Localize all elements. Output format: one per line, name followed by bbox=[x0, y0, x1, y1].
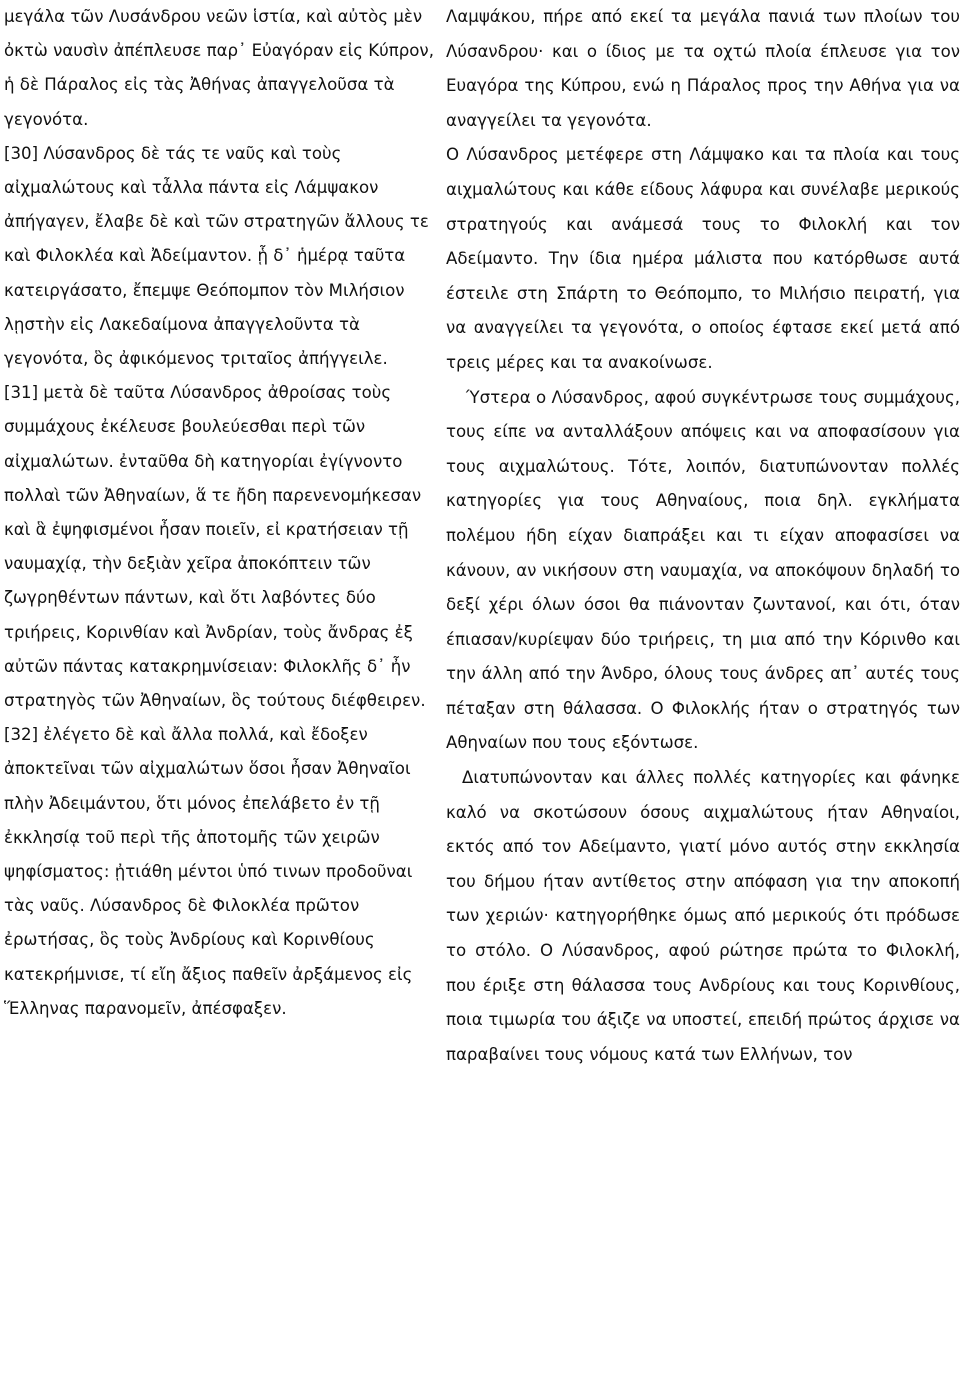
greek-text-paragraph-32: [32] ἐλέγετο δὲ καὶ ἄλλα πολλά, καὶ ἔδοξεν ἀποκτεῖναι τῶν αἰχμαλώτων ὅσοι ἦσαν Ἀθηναῖοι πλὴν Ἀδειμάντου, ὅτι μόνος ἐπελάβετο ἐν τῇ ἐκκλησίᾳ τοῦ περὶ τῆς ἀποτομῆς τῶν χειρῶν ψηφίσματος: ᾐτιάθη μέντοι ὑπό τινων προδοῦναι τὰς ναῦς. Λύσανδρος δὲ Φιλοκλέα πρῶτον ἐρωτήσας, ὃς τοὺς Ἀνδρίους καὶ Κορινθίους κατεκρήμνισε, τί εἴη ἄξιος παθεῖν ἀρξάμενος εἰς Ἕλληνας παρανομεῖν, ἀπέσφαξεν. bbox=[4, 725, 413, 1018]
translation-paragraph: Ύστερα ο Λύσανδρος, αφού συγκέντρωσε τους συμμάχους, τους είπε να ανταλλάξουν απόψεις και να αποφασίσουν για τους αιχμαλώτους. Τότε, λοιπόν, διατυπώνονταν πολλές κατηγορίες για τους Αθηναίους, ποια δηλ. εγκλήματα πολέμου ήδη είχαν διαπράξει και τι είχαν αποφασίσει να κάνουν, αν νικήσουν στη ναυμαχία, να αποκόψουν δηλαδή το δεξί χέρι όλων όσοι θα πιάνονταν ζωντανοί, και ότι, όταν έπιασαν/κυρίεψαν δύο τριήρεις, τη μια από την Κόρινθο και την άλλη από την Άνδρο, όλους τους άνδρες απ᾽ αυτές τους πέταξαν στη θάλασσα. Ο Φιλοκλής ήταν ο στρατηγός των Αθηναίων που τους εξόντωσε. bbox=[446, 387, 960, 753]
greek-text-paragraph-31: [31] μετὰ δὲ ταῦτα Λύσανδρος ἀθροίσας τοὺς συμμάχους ἐκέλευσε βουλεύεσθαι περὶ τῶν αἰχμαλώτων. ἐνταῦθα δὴ κατηγορίαι ἐγίγνοντο πολλαὶ τῶν Ἀθηναίων, ἅ τε ἤδη παρενενομήκεσαν καὶ ἃ ἐψηφισμένοι ἦσαν ποιεῖν, εἰ κρατήσειαν τῇ ναυμαχίᾳ, τὴν δεξιὰν χεῖρα ἀποκόπτειν τῶν ζωγρηθέντων πάντων, καὶ ὅτι λαβόντες δύο τριήρεις, Κορινθίαν καὶ Ἀνδρίαν, τοὺς ἄνδρας ἐξ αὐτῶν πάντας κατακρημνίσειαν: Φιλοκλῆς δ᾽ ἦν στρατηγὸς τῶν Ἀθηναίων, ὃς τούτους διέφθειρεν. bbox=[4, 383, 426, 711]
translation-paragraph: Διατυπώνονταν και άλλες πολλές κατηγορίες και φάνηκε καλό να σκοτώσουν όσους αιχμαλώτους ήταν Αθηναίοι, εκτός από τον Αδείμαντο, γιατί μόνο αυτός στην εκκλησία του δήμου ήταν αντίθετος στην απόφαση για την αποκοπή των χεριών· κατηγορήθηκε όμως από μερικούς ότι πρόδωσε το στόλο. Ο Λύσανδρος, αφού ρώτησε πρώτα το Φιλοκλή, που έριξε στη θάλασσα τους Ανδρίους και τους Κορινθίους, ποια τιμωρία του άξιζε να υποστεί, επειδή πρώτος άρχισε να παραβαίνει τους νόμους κατά των Ελλήνων, τον bbox=[446, 768, 960, 1064]
ancient-greek-column bbox=[4, 0, 434, 1026]
translation-paragraph: Ο Λύσανδρος μετέφερε στη Λάμψακο και τα πλοία και τους αιχμαλώτους και κάθε είδους λάφυρα και συνέλαβε μερικούς στρατηγούς και ανάμεσά τους το Φιλοκλή και τον Αδείμαντο. Την ίδια ημέρα μάλιστα που κατόρθωσε αυτά έστειλε στη Σπάρτη το Θεόπομπο, το Μιλήσιο πειρατή, για να αναγγείλει τα γεγονότα, ο οποίος έφτασε εκεί μετά από τρεις μέρες και τα ανακοίνωσε. bbox=[446, 145, 960, 372]
translation-paragraph: Λαμψάκου, πήρε από εκεί τα μεγάλα πανιά των πλοίων του Λύσανδρου· και ο ίδιος με τα οχτώ πλοία έπλευσε για τον Ευαγόρα της Κύπρου, ενώ η Πάραλος προς την Αθήνα για να αναγγείλει τα γεγονότα. bbox=[446, 7, 960, 130]
modern-greek-translation-column bbox=[446, 0, 960, 1072]
greek-text-paragraph: μεγάλα τῶν Λυσάνδρου νεῶν ἱστία, καὶ αὐτὸς μὲν ὀκτὼ ναυσὶν ἀπέπλευσε παρ᾽ Εὐαγόραν εἰς Κύπρον, ἡ δὲ Πάραλος εἰς τὰς Ἀθήνας ἀπαγγελοῦσα τὰ γεγονότα. bbox=[4, 7, 434, 129]
greek-text-paragraph-30: [30] Λύσανδρος δὲ τάς τε ναῦς καὶ τοὺς αἰχμαλώτους καὶ τἆλλα πάντα εἰς Λάμψακον ἀπήγαγεν, ἔλαβε δὲ καὶ τῶν στρατηγῶν ἄλλους τε καὶ Φιλοκλέα καὶ Ἀδείμαντον. ᾗ δ᾽ ἡμέρᾳ ταῦτα κατειργάσατο, ἔπεμψε Θεόπομπον τὸν Μιλήσιον λῃστὴν εἰς Λακεδαίμονα ἀπαγγελοῦντα τὰ γεγονότα, ὃς ἀφικόμενος τριταῖος ἀπήγγειλε. bbox=[4, 143, 429, 369]
